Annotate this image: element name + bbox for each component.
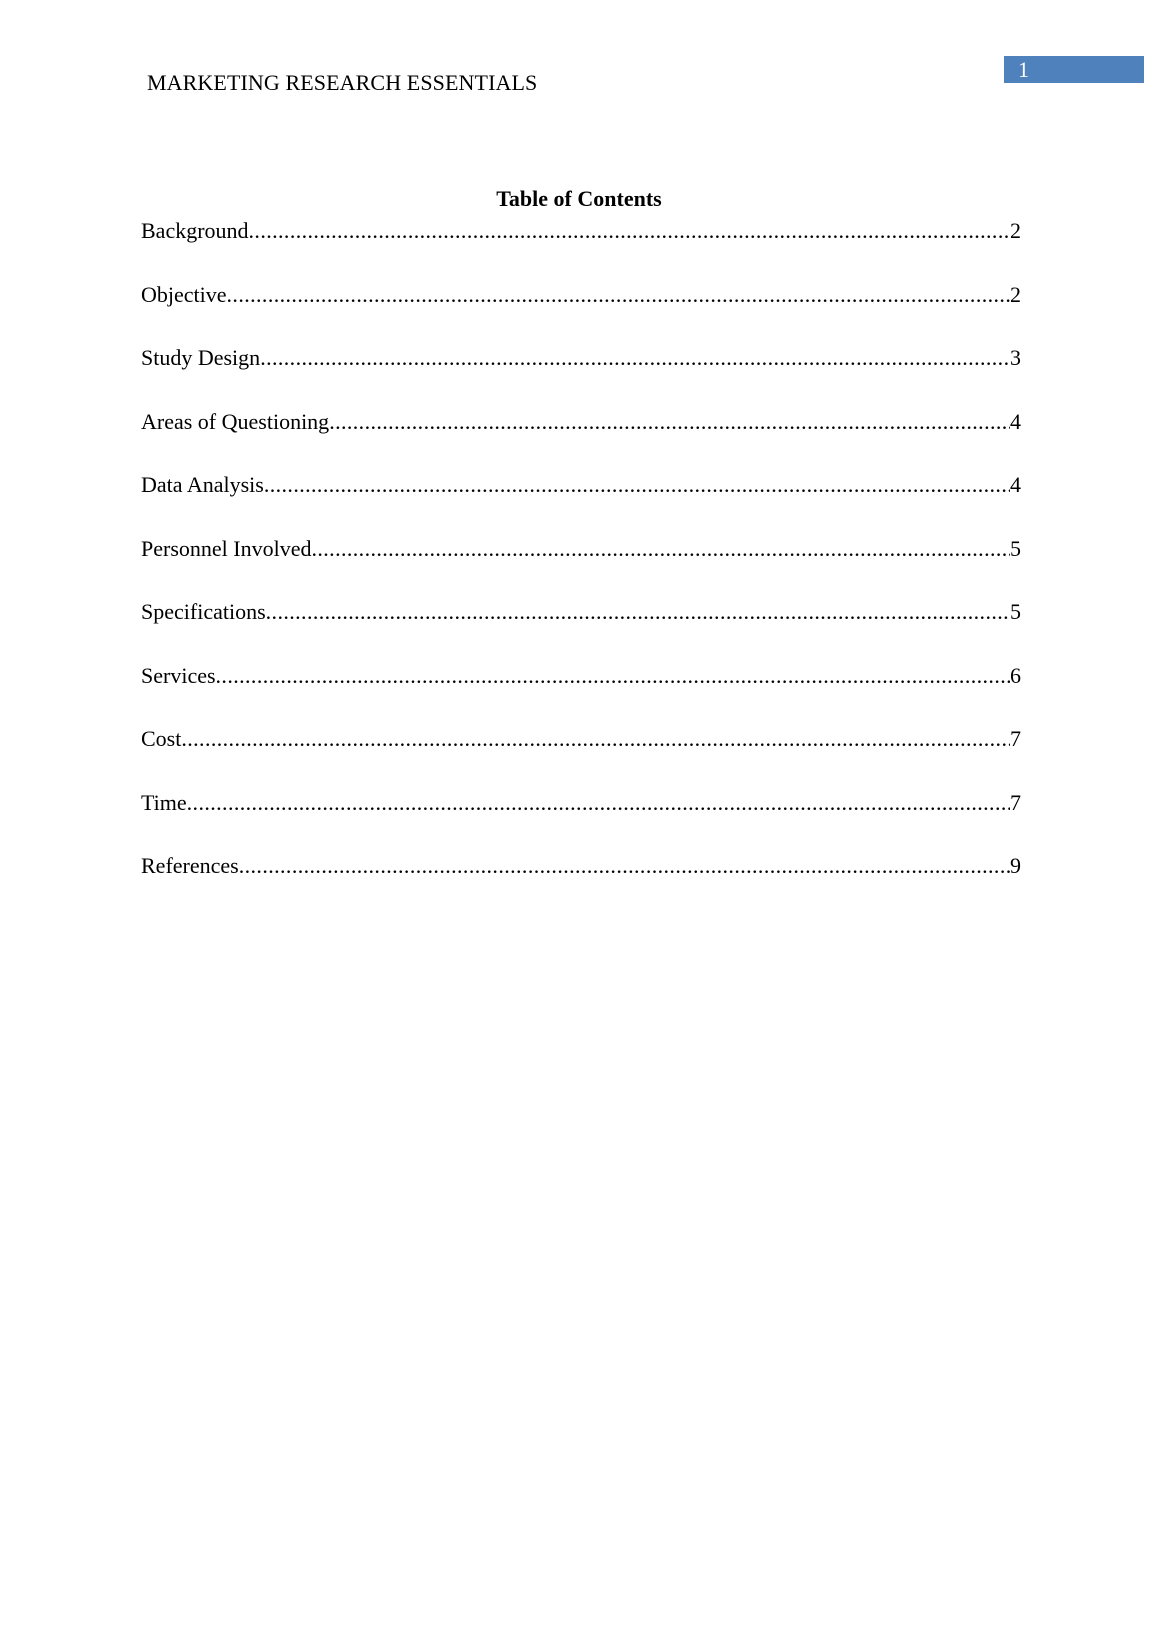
toc-dot-leader xyxy=(264,470,1010,500)
toc-dot-leader xyxy=(187,788,1010,818)
toc-entry-objective[interactable] xyxy=(141,280,1021,310)
toc-entry-page: 2 xyxy=(1010,281,1021,307)
toc-entry-time[interactable] xyxy=(141,788,1021,818)
toc-entry-label: Objective xyxy=(141,281,227,307)
toc-entry-page: 4 xyxy=(1010,408,1021,434)
toc-entry-page: 7 xyxy=(1010,726,1021,751)
toc-entry-references[interactable] xyxy=(141,851,1021,881)
toc-entry-label: Services xyxy=(141,662,216,688)
running-head: MARKETING RESEARCH ESSENTIALS xyxy=(147,70,538,95)
toc-dot-leader xyxy=(311,534,1010,564)
toc-title: Table of Contents xyxy=(496,186,662,211)
toc-entry-label: Specifications xyxy=(141,599,266,624)
toc-dot-leader xyxy=(260,343,1010,373)
toc-entry-label: References xyxy=(141,853,239,878)
toc-entry-label: Data Analysis xyxy=(141,472,264,497)
toc-entry-label: Study Design xyxy=(141,345,261,370)
page-number: 1 xyxy=(1018,57,1029,82)
toc-entry-personnel-involved[interactable] xyxy=(141,534,1021,564)
toc-dot-leader xyxy=(249,216,1010,246)
toc-entry-specifications[interactable] xyxy=(141,597,1021,627)
toc-entry-page: 4 xyxy=(1010,472,1021,497)
table-of-contents xyxy=(141,216,1021,881)
toc-dot-leader xyxy=(266,597,1010,627)
toc-entry-page: 7 xyxy=(1010,789,1021,815)
toc-entry-cost[interactable] xyxy=(141,724,1021,754)
toc-entry-label: Background xyxy=(141,218,249,243)
toc-entry-label: Time xyxy=(141,789,187,815)
toc-entry-label: Personnel Involved xyxy=(141,535,312,561)
toc-entry-data-analysis[interactable] xyxy=(141,470,1021,500)
toc-entry-background[interactable] xyxy=(141,216,1021,246)
toc-entry-areas-of-questioning[interactable] xyxy=(141,407,1021,437)
toc-dot-leader xyxy=(216,661,1010,691)
toc-entry-study-design[interactable] xyxy=(141,343,1021,373)
toc-entry-label: Areas of Questioning xyxy=(141,408,330,434)
toc-dot-leader xyxy=(239,851,1010,881)
toc-entry-label: Cost xyxy=(141,726,182,751)
toc-entry-page: 5 xyxy=(1010,535,1021,561)
toc-dot-leader xyxy=(227,280,1010,310)
toc-entry-page: 9 xyxy=(1010,853,1021,878)
toc-dot-leader xyxy=(329,407,1010,437)
toc-entry-page: 2 xyxy=(1010,218,1021,243)
toc-entry-page: 5 xyxy=(1010,599,1021,624)
toc-dot-leader xyxy=(181,724,1010,754)
page-number-box xyxy=(1004,56,1144,83)
toc-entry-page: 3 xyxy=(1010,345,1021,370)
toc-entry-page: 6 xyxy=(1010,662,1021,688)
toc-entry-services[interactable] xyxy=(141,661,1021,691)
